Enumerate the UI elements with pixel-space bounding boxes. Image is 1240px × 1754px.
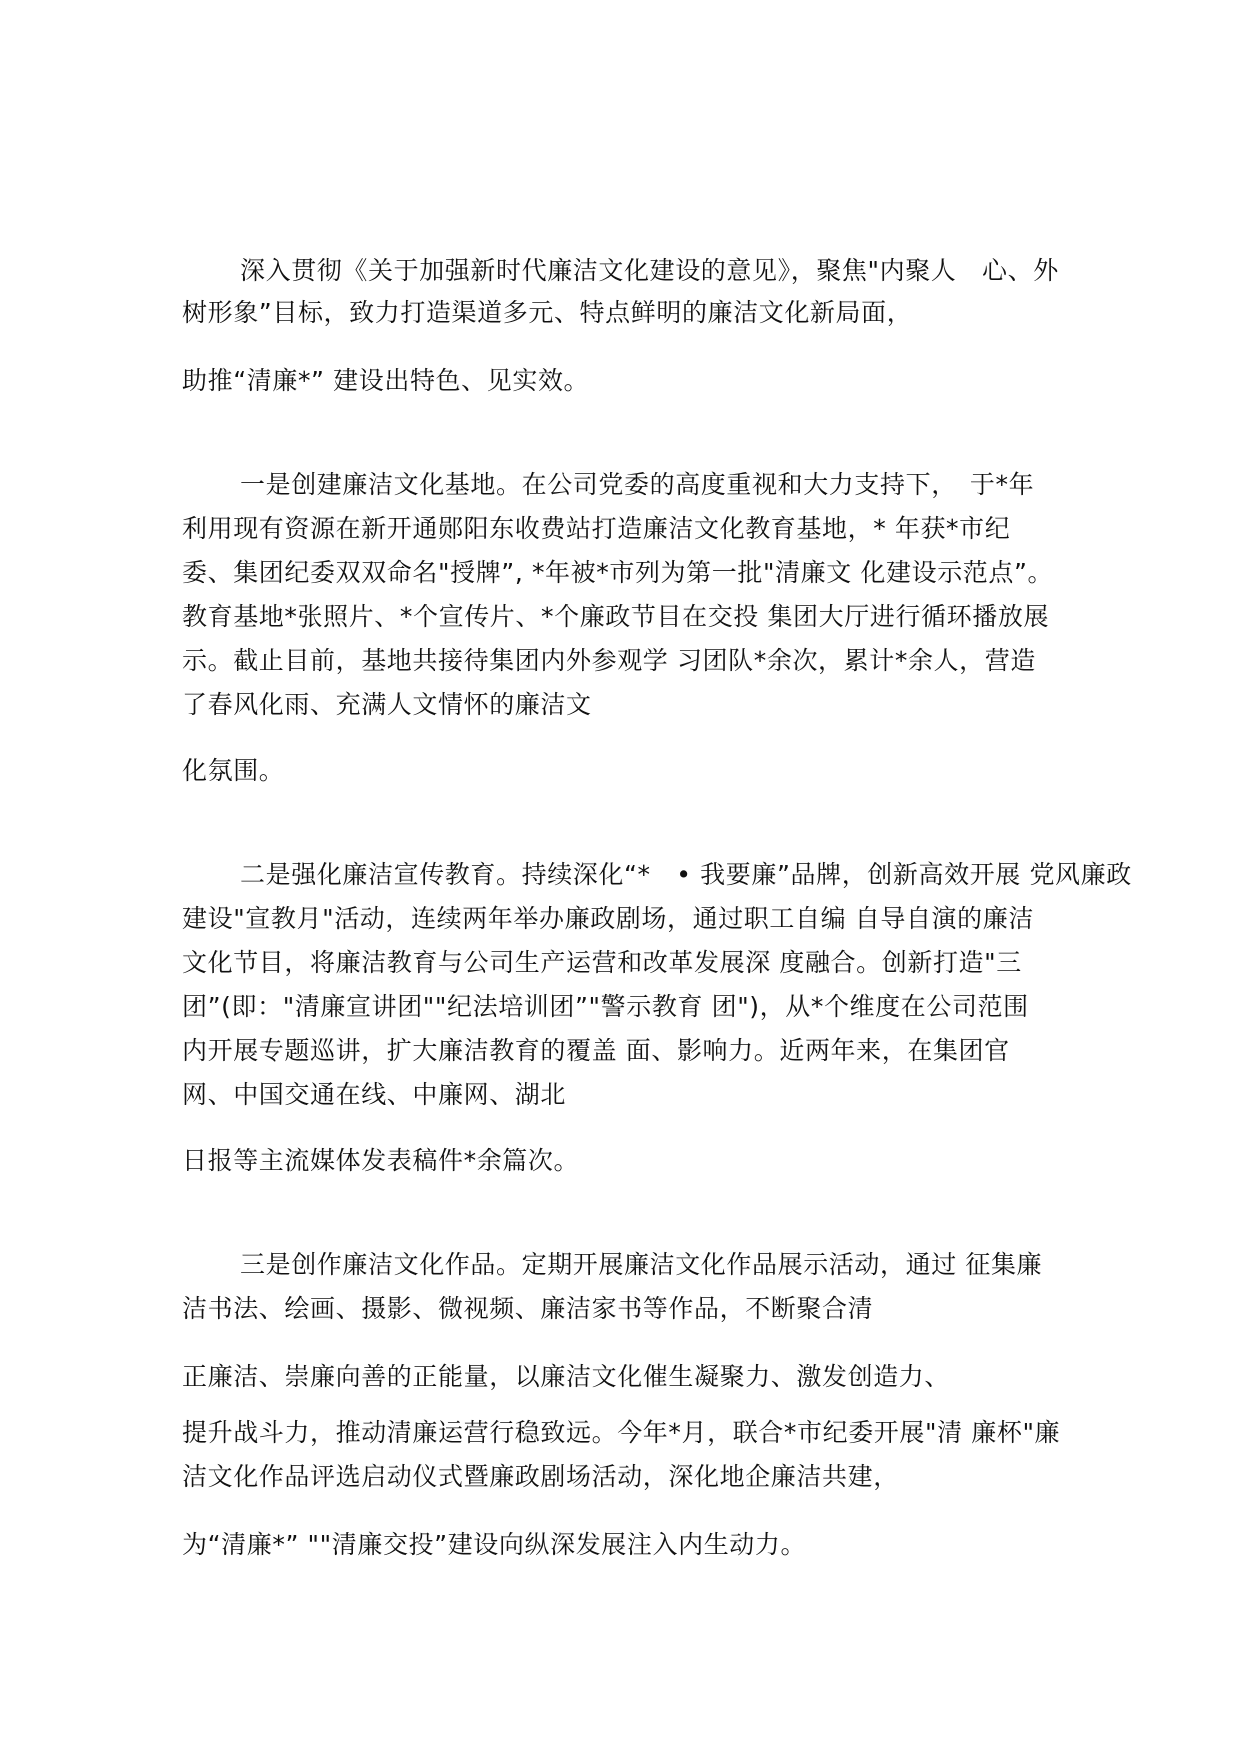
paragraph-4-line-1: 三是创作廉洁文化作品。定期开展廉洁文化作品展示活动，通过 征集廉	[240, 1250, 1043, 1279]
paragraph-3-line-1: 二是强化廉洁宣传教育。持续深化“* • 我要廉”品牌，创新高效开展 党风廉政	[240, 860, 1132, 889]
paragraph-2-line-4: 教育基地*张照片、*个宣传片、*个廉政节目在交投 集团大厅进行循环播放展	[182, 602, 1050, 631]
paragraph-2-line-7: 化氛围。	[182, 756, 285, 785]
paragraph-2-line-5: 示。截止目前，基地共接待集团内外参观学 习团队*余次，累计*余人，营造	[182, 646, 1036, 675]
paragraph-4-line-3: 正廉洁、崇廉向善的正能量，以廉洁文化催生凝聚力、激发创造力、	[182, 1362, 951, 1391]
paragraph-3-line-3: 文化节目，将廉洁教育与公司生产运营和改革发展深 度融合。创新打造"三	[182, 948, 1022, 977]
paragraph-3-line-6: 网、中国交通在线、中廉网、湖北	[182, 1080, 567, 1109]
paragraph-4-line-6: 为“清廉*” ""清廉交投”建设向纵深发展注入内生动力。	[182, 1530, 807, 1559]
paragraph-3-line-5: 内开展专题巡讲，扩大廉洁教育的覆盖 面、影响力。近两年来，在集团官	[182, 1036, 1010, 1065]
paragraph-3-line-7: 日报等主流媒体发表稿件*余篇次。	[182, 1146, 580, 1175]
paragraph-4-line-2: 洁书法、绘画、摄影、微视频、廉洁家书等作品，不断聚合清	[182, 1294, 874, 1323]
paragraph-3-line-4: 团”(即："清廉宣讲团""纪法培训团”"警示教育 团")，从*个维度在公司范围	[182, 992, 1029, 1021]
paragraph-2-line-1: 一是创建廉洁文化基地。在公司党委的高度重视和大力支持下， 于*年	[240, 470, 1035, 499]
paragraph-3-line-2: 建设"宣教月"活动，连续两年举办廉政剧场，通过职工自编 自导自演的廉洁	[182, 904, 1034, 933]
paragraph-4-line-4: 提升战斗力，推动清廉运营行稳致远。今年*月，联合*市纪委开展"清 廉杯"廉	[182, 1418, 1061, 1447]
paragraph-4-line-5: 洁文化作品评选启动仪式暨廉政剧场活动，深化地企廉洁共建，	[182, 1462, 899, 1491]
paragraph-2-line-6: 了春风化雨、充满人文情怀的廉洁文	[182, 690, 592, 719]
paragraph-1-line-1: 深入贯彻《关于加强新时代廉洁文化建设的意见》，聚焦"内聚人 心、外	[240, 256, 1059, 285]
paragraph-1-line-3: 助推“清廉*” 建设出特色、见实效。	[182, 366, 590, 395]
paragraph-1-line-2: 树形象”目标，致力打造渠道多元、特点鲜明的廉洁文化新局面，	[182, 298, 913, 327]
paragraph-2-line-3: 委、集团纪委双双命名"授牌”, *年被*市列为第一批"清廉文 化建设示范点”。	[182, 558, 1054, 587]
paragraph-2-line-2: 利用现有资源在新开通郧阳东收费站打造廉洁文化教育基地，* 年获*市纪	[182, 514, 1011, 543]
